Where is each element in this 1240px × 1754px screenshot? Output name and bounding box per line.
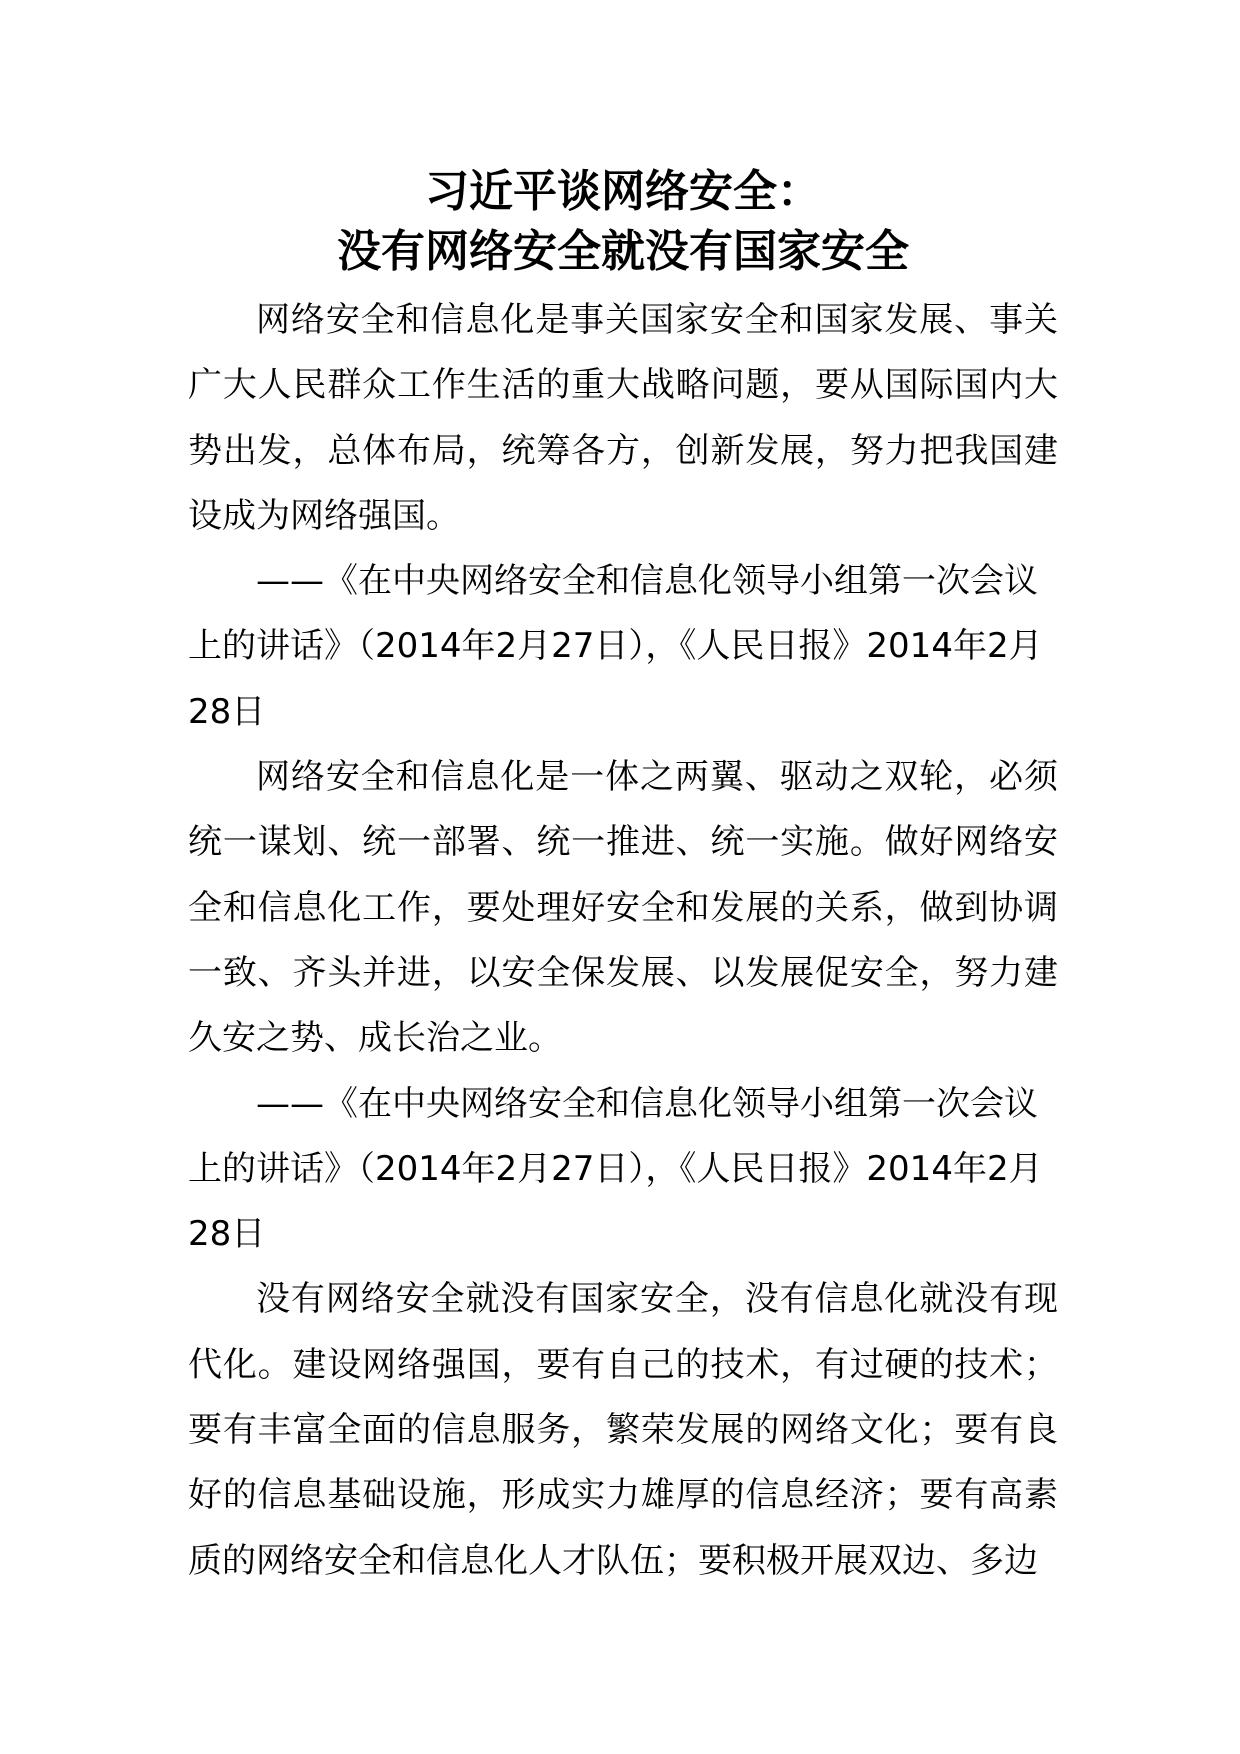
- citation-1: ——《在中央网络安全和信息化领导小组第一次会议上的讲话》（2014年2月27日），《人民日报》2014年2月28日: [188, 561, 1043, 732]
- paragraph-3: 没有网络安全就没有国家安全，没有信息化就没有现代化。建设网络强国，要有自己的技术，有过硬的技术；要有丰富全面的信息服务，繁荣发展的网络文化；要有良好的信息基础设施，形成实力雄厚的信息经济；要有高素质的网络安全和信息化人才队伍；要积极开展双边、多边: [188, 1279, 1058, 1581]
- document-body: [188, 288, 1058, 1594]
- title-line-2: 没有网络安全就没有国家安全: [337, 226, 909, 277]
- citation-2: ——《在中央网络安全和信息化领导小组第一次会议上的讲话》（2014年2月27日），《人民日报》2014年2月28日: [188, 1083, 1043, 1255]
- paragraph-1: 网络安全和信息化是事关国家安全和国家发展、事关广大人民群众工作生活的重大战略问题，要从国际国内大势出发，总体布局，统筹各方，创新发展，努力把我国建设成为网络强国。: [188, 300, 1058, 536]
- document-title: [188, 162, 1058, 282]
- paragraph-2: 网络安全和信息化是一体之两翼、驱动之双轮，必须统一谋划、统一部署、统一推进、统一实施。做好网络安全和信息化工作，要处理好安全和发展的关系，做到协调一致、齐头并进，以安全保发展、以发展促安全，努力建久安之势、成长治之业。: [188, 757, 1058, 1059]
- title-line-1: 习近平谈网络安全：: [425, 166, 821, 217]
- document-page: [188, 162, 1058, 1594]
